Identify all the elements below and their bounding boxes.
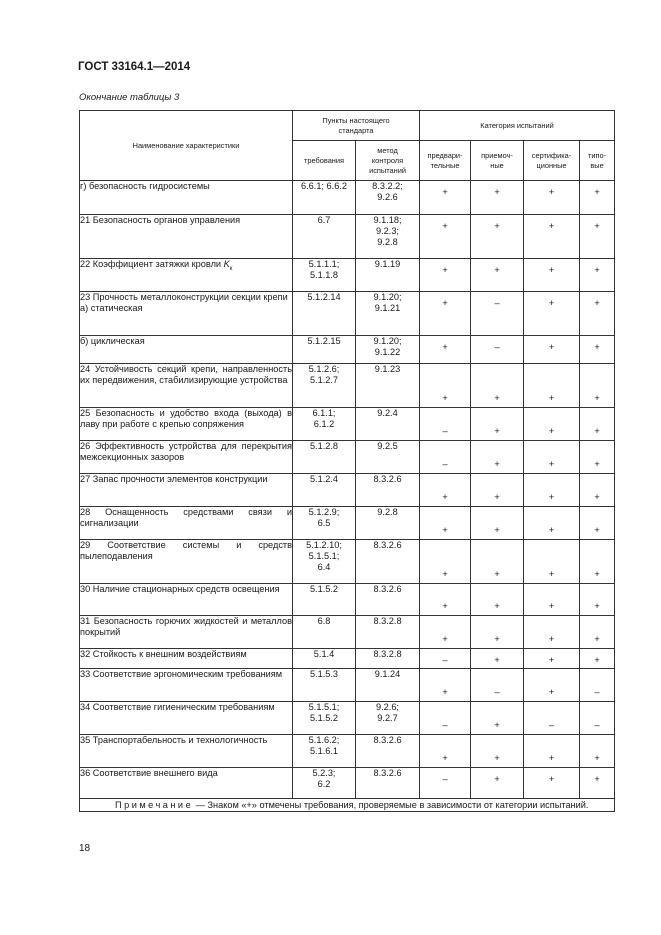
requirement-line: 5.1.2.9; bbox=[308, 507, 340, 517]
category-mark: + bbox=[471, 215, 524, 259]
category-mark: + bbox=[420, 507, 471, 540]
row-requirement bbox=[293, 649, 356, 669]
category-mark: – bbox=[420, 649, 471, 669]
table-caption: Окончание таблицы 3 bbox=[79, 92, 180, 103]
requirement-line: 5.1.2.14 bbox=[307, 292, 341, 302]
row-name-line: 22 Коэффициент затяжки кровли bbox=[80, 259, 224, 269]
method-line: 9.1.20; bbox=[373, 336, 402, 346]
row-requirement bbox=[293, 336, 356, 364]
category-mark: + bbox=[420, 616, 471, 649]
row-name-line: а) статическая bbox=[80, 303, 143, 313]
table-row bbox=[80, 702, 615, 735]
requirement-line: 5.1.5.3 bbox=[309, 669, 339, 679]
requirement-line: 6.4 bbox=[317, 562, 331, 572]
category-mark: – bbox=[524, 702, 580, 735]
table-body bbox=[80, 181, 615, 799]
row-requirement bbox=[293, 768, 356, 799]
method-line: 9.1.23 bbox=[374, 364, 401, 374]
row-name bbox=[80, 441, 293, 474]
method-line: 8.3.2.6 bbox=[373, 540, 402, 550]
row-requirement bbox=[293, 616, 356, 649]
row-name bbox=[80, 507, 293, 540]
row-method bbox=[356, 540, 420, 584]
requirement-line: 5.1.5.2 bbox=[309, 584, 339, 594]
category-mark: + bbox=[524, 507, 580, 540]
requirement-line: 6.2 bbox=[317, 779, 331, 789]
column-header-category: Категория испытаний bbox=[420, 111, 615, 141]
category-mark: + bbox=[524, 441, 580, 474]
method-line: 9.2.3; bbox=[376, 226, 399, 236]
row-name bbox=[80, 669, 293, 702]
category-mark: + bbox=[524, 408, 580, 441]
column-header-requirement: требования bbox=[293, 141, 356, 181]
category-mark: + bbox=[420, 259, 471, 292]
method-line: 9.2.8 bbox=[377, 507, 398, 517]
table-row bbox=[80, 181, 615, 215]
method-line: 9.2.4 bbox=[377, 408, 398, 418]
row-name bbox=[80, 292, 293, 336]
row-name-line: 24 Устойчивость секций крепи, направленность их передвижения, стабилизирующие устройства bbox=[80, 364, 292, 385]
requirement-line: 5.2.3; bbox=[312, 768, 336, 778]
requirement-line: 5.1.2.6; bbox=[308, 364, 340, 374]
category-mark: + bbox=[580, 215, 615, 259]
category-mark: + bbox=[580, 507, 615, 540]
row-name-line: 33 Соответствие эргономическим требованиям bbox=[80, 669, 283, 679]
row-requirement bbox=[293, 540, 356, 584]
category-mark: + bbox=[580, 181, 615, 215]
row-name bbox=[80, 181, 293, 215]
category-mark: + bbox=[524, 584, 580, 616]
row-name-line: 34 Соответствие гигиеническим требованиям bbox=[80, 702, 275, 712]
category-mark: + bbox=[420, 181, 471, 215]
category-mark: + bbox=[524, 649, 580, 669]
category-mark: + bbox=[580, 259, 615, 292]
category-mark: + bbox=[471, 441, 524, 474]
table-row bbox=[80, 507, 615, 540]
row-name bbox=[80, 584, 293, 616]
category-mark: + bbox=[524, 259, 580, 292]
category-mark: + bbox=[580, 540, 615, 584]
category-mark: + bbox=[580, 441, 615, 474]
row-name-line: 28 Оснащенность средствами связи и сигнализации bbox=[80, 507, 292, 528]
category-mark: + bbox=[580, 474, 615, 507]
row-name-line: 26 Эффективность устройства для перекрытия межсекционных зазоров bbox=[80, 441, 292, 462]
category-mark: + bbox=[524, 616, 580, 649]
method-line: 8.3.2.2; bbox=[372, 181, 403, 191]
row-method bbox=[356, 408, 420, 441]
category-mark: – bbox=[420, 768, 471, 799]
row-method bbox=[356, 669, 420, 702]
requirement-line: 6.6.1; 6.6.2 bbox=[301, 181, 347, 191]
method-line: 8.3.2.6 bbox=[373, 584, 402, 594]
symbol-letter: K bbox=[223, 259, 230, 269]
row-name-line: 23 Прочность металлоконструкции секции крепи bbox=[80, 292, 288, 302]
category-mark: + bbox=[471, 735, 524, 768]
row-method bbox=[356, 336, 420, 364]
row-name-line: 30 Наличие стационарных средств освещения bbox=[80, 584, 280, 594]
row-requirement bbox=[293, 702, 356, 735]
document-header: ГОСТ 33164.1—2014 bbox=[78, 61, 191, 73]
table-row bbox=[80, 735, 615, 768]
column-header-cat-acceptance: приемоч-ные bbox=[471, 141, 524, 181]
category-mark: – bbox=[420, 702, 471, 735]
requirement-line: 5.1.5.1; bbox=[308, 702, 340, 712]
method-line: 8.3.2.6 bbox=[373, 768, 402, 778]
category-mark: + bbox=[580, 768, 615, 799]
row-method bbox=[356, 649, 420, 669]
row-method bbox=[356, 616, 420, 649]
column-header-points: Пункты настоящего стандарта bbox=[293, 111, 420, 141]
table-note bbox=[80, 799, 615, 812]
method-line: 9.2.5 bbox=[377, 441, 398, 451]
row-name bbox=[80, 336, 293, 364]
row-requirement bbox=[293, 669, 356, 702]
row-method bbox=[356, 584, 420, 616]
category-mark: + bbox=[420, 735, 471, 768]
table-row bbox=[80, 474, 615, 507]
note-label: Примечание bbox=[115, 800, 194, 810]
category-mark: + bbox=[471, 649, 524, 669]
method-line: 9.1.19 bbox=[374, 259, 401, 269]
column-header-cat-type: типо-вые bbox=[580, 141, 615, 181]
row-name-line: 32 Стойкость к внешним воздействиям bbox=[80, 649, 247, 659]
category-mark: + bbox=[580, 336, 615, 364]
table-row bbox=[80, 441, 615, 474]
row-method bbox=[356, 364, 420, 408]
category-mark: + bbox=[524, 181, 580, 215]
table-row bbox=[80, 540, 615, 584]
row-method bbox=[356, 292, 420, 336]
row-name-line: 27 Запас прочности элементов конструкции bbox=[80, 474, 268, 484]
row-name bbox=[80, 768, 293, 799]
category-mark: + bbox=[471, 408, 524, 441]
table-row bbox=[80, 616, 615, 649]
category-mark: + bbox=[524, 364, 580, 408]
category-mark: + bbox=[524, 336, 580, 364]
row-name bbox=[80, 408, 293, 441]
table-row bbox=[80, 259, 615, 292]
category-mark: + bbox=[471, 702, 524, 735]
row-method bbox=[356, 259, 420, 292]
method-line: 9.1.21 bbox=[374, 303, 401, 313]
method-line: 9.2.6; bbox=[376, 702, 399, 712]
category-mark: + bbox=[524, 215, 580, 259]
category-mark: + bbox=[580, 735, 615, 768]
requirement-line: 5.1.5.2 bbox=[309, 713, 339, 723]
category-mark: + bbox=[524, 540, 580, 584]
characteristics-table bbox=[79, 110, 615, 812]
category-mark: – bbox=[580, 702, 615, 735]
row-name bbox=[80, 702, 293, 735]
method-line: 9.1.20; bbox=[373, 292, 402, 302]
requirement-line: 6.8 bbox=[317, 616, 331, 626]
category-mark: – bbox=[471, 336, 524, 364]
row-requirement bbox=[293, 474, 356, 507]
row-method bbox=[356, 441, 420, 474]
category-mark: + bbox=[420, 540, 471, 584]
row-name-line: 35 Транспортабельность и технологичность bbox=[80, 735, 268, 745]
row-method bbox=[356, 215, 420, 259]
category-mark: + bbox=[471, 507, 524, 540]
category-mark: + bbox=[420, 669, 471, 702]
row-name-line: г) безопасность гидросистемы bbox=[80, 181, 210, 191]
row-method bbox=[356, 735, 420, 768]
row-requirement bbox=[293, 507, 356, 540]
row-name-line: 21 Безопасность органов управления bbox=[80, 215, 241, 225]
category-mark: + bbox=[524, 474, 580, 507]
requirement-line: 5.1.1.8 bbox=[309, 270, 339, 280]
method-line: 8.3.2.8 bbox=[373, 616, 402, 626]
requirement-line: 5.1.4 bbox=[313, 649, 335, 659]
table-row bbox=[80, 215, 615, 259]
column-header-name: Наименование характеристики bbox=[80, 111, 293, 181]
column-header-method: метод контроля испытаний bbox=[356, 141, 420, 181]
requirement-line: 5.1.2.15 bbox=[307, 336, 341, 346]
row-name bbox=[80, 215, 293, 259]
row-method bbox=[356, 768, 420, 799]
category-mark: + bbox=[524, 292, 580, 336]
category-mark: + bbox=[471, 768, 524, 799]
category-mark: + bbox=[471, 540, 524, 584]
method-line: 9.2.8 bbox=[377, 237, 398, 247]
category-mark: + bbox=[580, 364, 615, 408]
requirement-line: 5.1.2.10; bbox=[306, 540, 342, 550]
requirement-line: 6.1.1; bbox=[312, 408, 336, 418]
note-text: — Знаком «+» отмечены требования, проверяемые в зависимости от категории испытаний. bbox=[193, 800, 589, 810]
requirement-line: 5.1.1.1; bbox=[308, 259, 340, 269]
requirement-line: 5.1.2.7 bbox=[309, 375, 339, 385]
row-requirement bbox=[293, 441, 356, 474]
category-mark: + bbox=[580, 292, 615, 336]
category-mark: + bbox=[580, 584, 615, 616]
method-line: 8.3.2.6 bbox=[373, 474, 402, 484]
requirement-line: 6.7 bbox=[317, 215, 331, 225]
row-requirement bbox=[293, 292, 356, 336]
category-mark: + bbox=[420, 292, 471, 336]
row-name-line: б) циклическая bbox=[80, 336, 145, 346]
category-mark: + bbox=[471, 181, 524, 215]
category-mark: + bbox=[420, 364, 471, 408]
row-name-line: 29 Соответствие системы и средств пылеподавления bbox=[80, 540, 292, 561]
category-mark: – bbox=[420, 408, 471, 441]
symbol-subscript: к bbox=[229, 265, 233, 272]
requirement-line: 6.1.2 bbox=[313, 419, 335, 429]
table-row bbox=[80, 364, 615, 408]
category-mark: – bbox=[420, 441, 471, 474]
table-row bbox=[80, 336, 615, 364]
row-requirement bbox=[293, 408, 356, 441]
row-requirement bbox=[293, 735, 356, 768]
category-mark: + bbox=[580, 649, 615, 669]
requirement-line: 5.1.5.1; bbox=[308, 551, 340, 561]
category-mark: + bbox=[471, 364, 524, 408]
row-name bbox=[80, 259, 293, 292]
row-name bbox=[80, 735, 293, 768]
row-method bbox=[356, 474, 420, 507]
category-mark: + bbox=[420, 474, 471, 507]
row-method bbox=[356, 507, 420, 540]
table-row bbox=[80, 649, 615, 669]
category-mark: + bbox=[471, 474, 524, 507]
method-line: 9.1.22 bbox=[374, 347, 401, 357]
table-row bbox=[80, 292, 615, 336]
method-line: 9.2.6 bbox=[377, 192, 398, 202]
row-name-line: 31 Безопасность горючих жидкостей и металлов покрытий bbox=[80, 616, 292, 637]
row-name-line bbox=[80, 259, 292, 275]
category-mark: – bbox=[471, 292, 524, 336]
category-mark: + bbox=[580, 616, 615, 649]
method-line: 9.1.18; bbox=[373, 215, 402, 225]
method-line: 9.2.7 bbox=[377, 713, 398, 723]
category-mark: + bbox=[580, 408, 615, 441]
row-name bbox=[80, 474, 293, 507]
page-number: 18 bbox=[79, 843, 91, 854]
category-mark: + bbox=[420, 336, 471, 364]
requirement-line: 5.1.6.2; bbox=[308, 735, 340, 745]
requirement-line: 5.1.2.8 bbox=[309, 441, 339, 451]
row-requirement bbox=[293, 259, 356, 292]
category-mark: – bbox=[471, 669, 524, 702]
requirement-line: 5.1.6.1 bbox=[309, 746, 339, 756]
row-requirement bbox=[293, 215, 356, 259]
row-name bbox=[80, 616, 293, 649]
category-mark: + bbox=[471, 616, 524, 649]
method-line: 8.3.2.8 bbox=[373, 649, 402, 659]
row-requirement bbox=[293, 181, 356, 215]
category-mark: + bbox=[524, 669, 580, 702]
row-requirement bbox=[293, 584, 356, 616]
row-name bbox=[80, 540, 293, 584]
table-row bbox=[80, 408, 615, 441]
category-mark: + bbox=[524, 768, 580, 799]
category-mark: + bbox=[420, 215, 471, 259]
column-header-cat-preliminary: предвари-тельные bbox=[420, 141, 471, 181]
column-header-cat-certification: сертифика-ционные bbox=[524, 141, 580, 181]
method-line: 9.1.24 bbox=[374, 669, 401, 679]
row-method bbox=[356, 702, 420, 735]
symbol bbox=[223, 259, 233, 272]
category-mark: + bbox=[471, 584, 524, 616]
requirement-line: 6.5 bbox=[317, 518, 331, 528]
row-method bbox=[356, 181, 420, 215]
table-row bbox=[80, 584, 615, 616]
category-mark: – bbox=[580, 669, 615, 702]
table-row bbox=[80, 669, 615, 702]
row-name-line: 36 Соответствие внешнего вида bbox=[80, 768, 218, 778]
row-name bbox=[80, 649, 293, 669]
category-mark: + bbox=[524, 735, 580, 768]
method-line: 8.3.2.6 bbox=[373, 735, 402, 745]
table-row bbox=[80, 768, 615, 799]
row-name bbox=[80, 364, 293, 408]
category-mark: + bbox=[420, 584, 471, 616]
category-mark: + bbox=[471, 259, 524, 292]
row-requirement bbox=[293, 364, 356, 408]
row-name-line: 25 Безопасность и удобство входа (выхода) в лаву при работе с крепью сопряжения bbox=[80, 408, 292, 429]
requirement-line: 5.1.2.4 bbox=[309, 474, 339, 484]
